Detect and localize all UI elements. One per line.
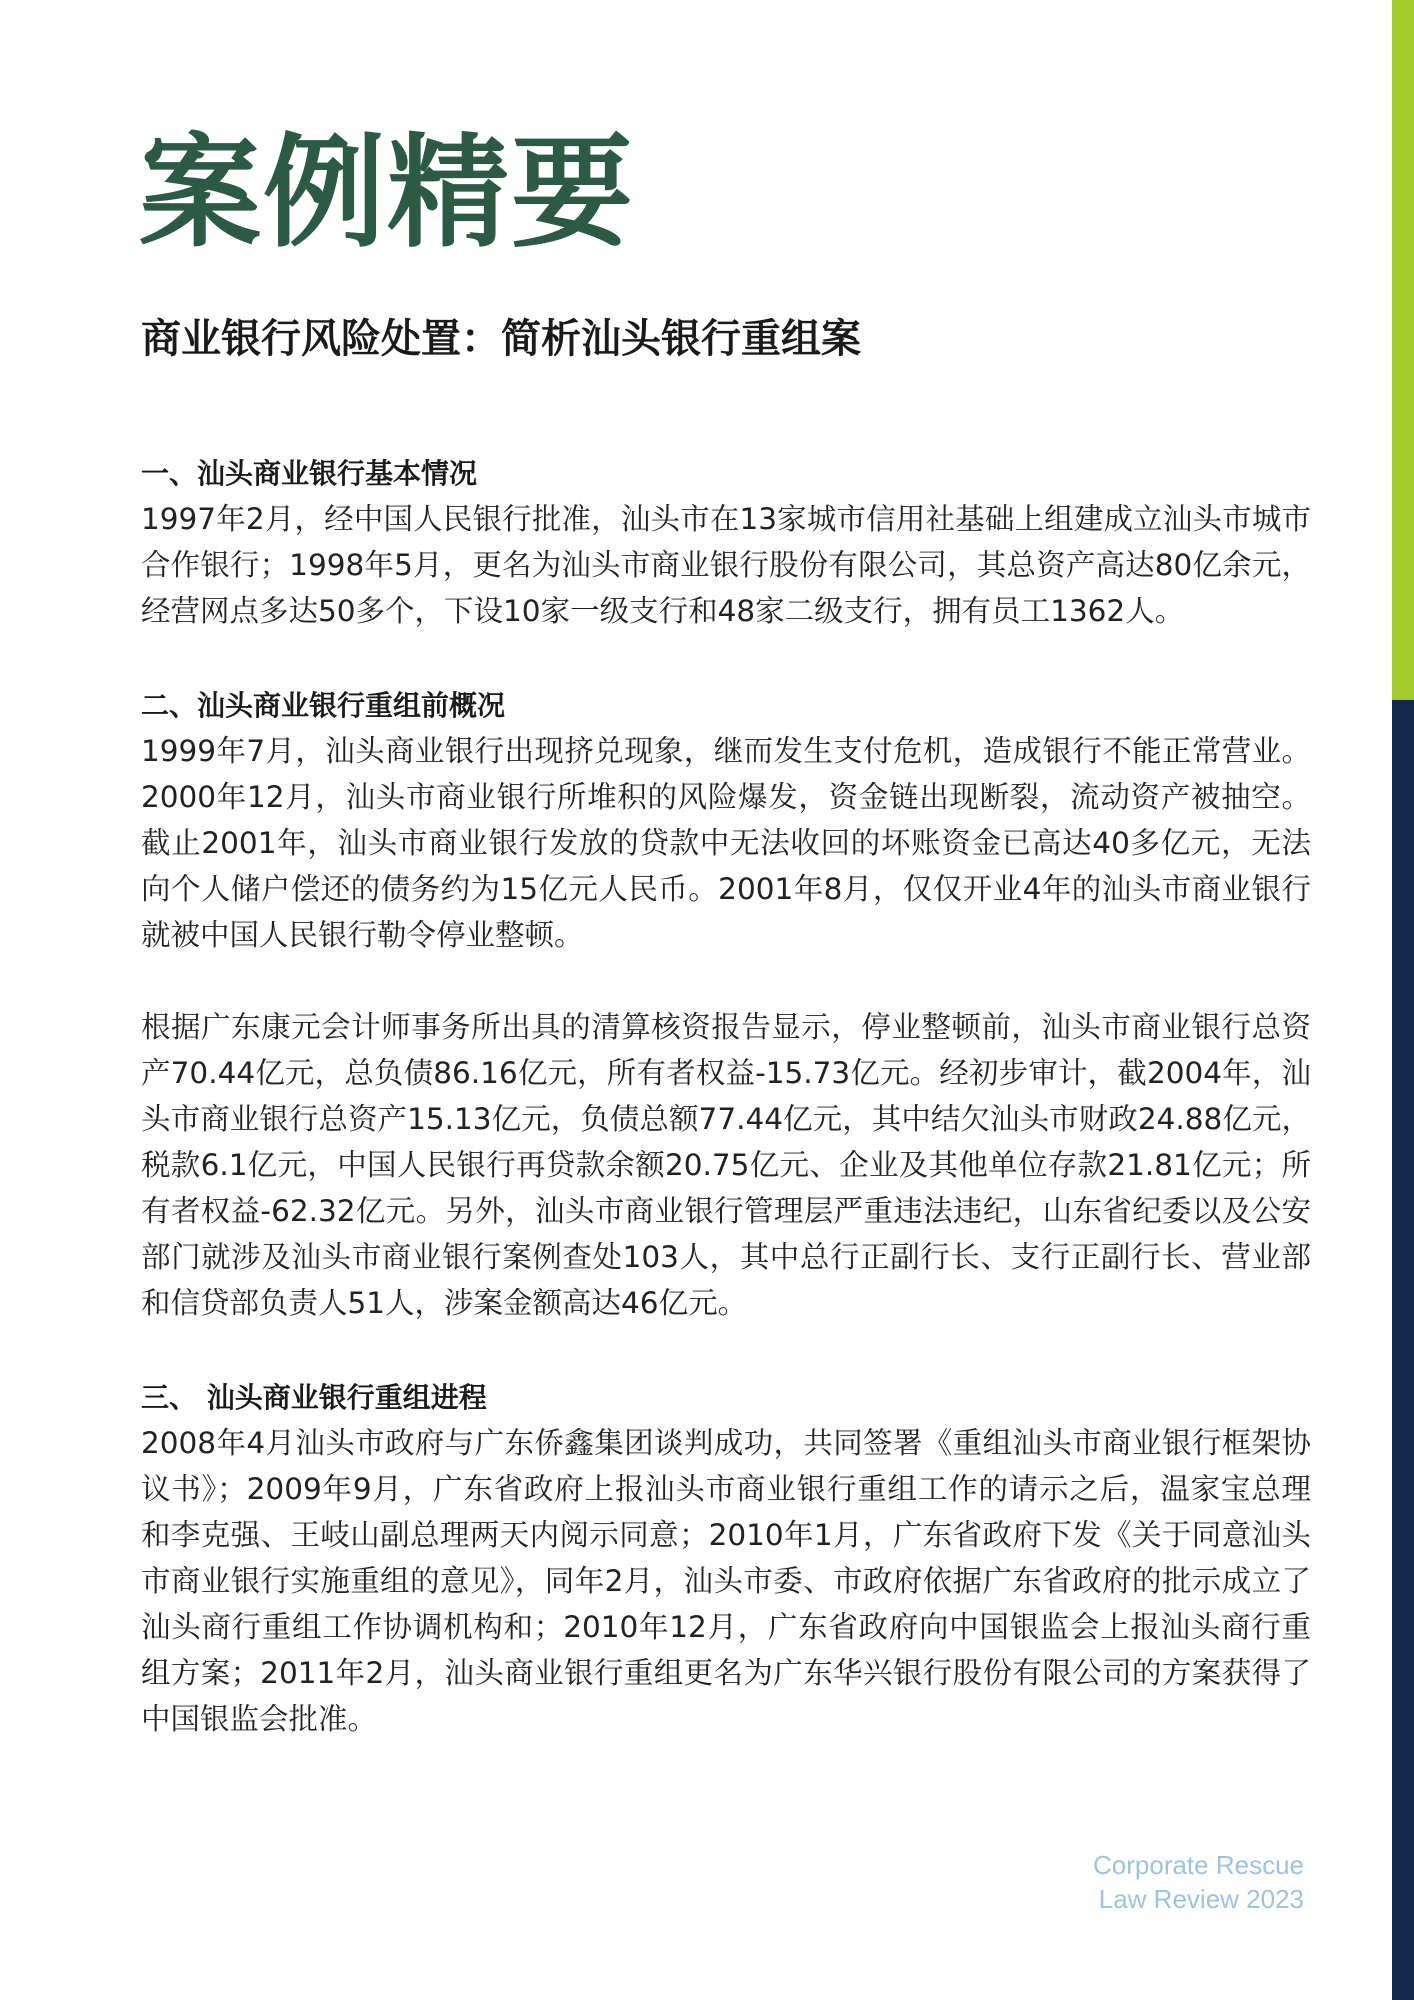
footer-line-1: Corporate Rescue <box>1093 1850 1304 1880</box>
section-paragraph: 根据广东康元会计师事务所出具的清算核资报告显示，停业整顿前，汕头市商业银行总资产70.44亿元，总负债86.16亿元，所有者权益-15.73亿元。经初步审计，截2004年，汕头市商业银行总资产15.13亿元，负债总额77.44亿元，其中结欠汕头市财政24.88亿元，税款6.1亿元，中国人民银行再贷款余额20.75亿元、企业及其他单位存款21.81亿元；所有者权益-62.32亿元。另外，汕头市商业银行管理层严重违法违纪，山东省纪委以及公安部门就涉及汕头市商业银行案例查处103人，其中总行正副行长、支行正副行长、营业部和信贷部负责人51人，涉案金额高达46亿元。 <box>141 1010 1311 1320</box>
section-paragraph: 1997年2月，经中国人民银行批准，汕头市在13家城市信用社基础上组建成立汕头市城市合作银行；1998年5月，更名为汕头市商业银行股份有限公司，其总资产高达80亿余元，经营网点多达50多个，下设10家一级支行和48家二级支行，拥有员工1362人。 <box>141 502 1311 628</box>
section-heading: 一、汕头商业银行基本情况 <box>141 457 478 490</box>
publication-footer <box>1093 1848 1304 1916</box>
section-heading: 二、汕头商业银行重组前概况 <box>141 689 506 722</box>
section-paragraph: 2008年4月汕头市政府与广东侨鑫集团谈判成功，共同签署《重组汕头市商业银行框架协议书》；2009年9月，广东省政府上报汕头市商业银行重组工作的请示之后，温家宝总理和李克强、王岐山副总理两天内阅示同意；2010年1月，广东省政府下发《关于同意汕头市商业银行实施重组的意见》，同年2月，汕头市委、市政府依据广东省政府的批示成立了汕头商行重组工作协调机构和；2010年12月，广东省政府向中国银监会上报汕头商行重组方案；2011年2月，汕头商业银行重组更名为广东华兴银行股份有限公司的方案获得了中国银监会批准。 <box>141 1426 1311 1736</box>
accent-bar-navy <box>1392 700 1414 2000</box>
article-body <box>141 452 1311 1742</box>
accent-bar-lime <box>1392 0 1414 700</box>
section-paragraph: 1999年7月，汕头商业银行出现挤兑现象，继而发生支付危机，造成银行不能正常营业。2000年12月，汕头市商业银行所堆积的风险爆发，资金链出现断裂，流动资产被抽空。截止2001年，汕头市商业银行发放的贷款中无法收回的坏账资金已高达40多亿元，无法向个人储户偿还的债务约为15亿元人民币。2001年8月，仅仅开业4年的汕头市商业银行就被中国人民银行勒令停业整顿。 <box>141 734 1311 952</box>
section-heading: 三、 汕头商业银行重组进程 <box>141 1381 487 1414</box>
article-subtitle: 商业银行风险处置：简析汕头银行重组案 <box>141 316 861 362</box>
footer-line-2: Law Review 2023 <box>1098 1884 1304 1914</box>
section-basic-info <box>141 452 1311 634</box>
page-title: 案例精要 <box>139 122 635 264</box>
section-pre-restructuring <box>141 684 1311 1326</box>
section-restructuring-process <box>141 1376 1311 1742</box>
